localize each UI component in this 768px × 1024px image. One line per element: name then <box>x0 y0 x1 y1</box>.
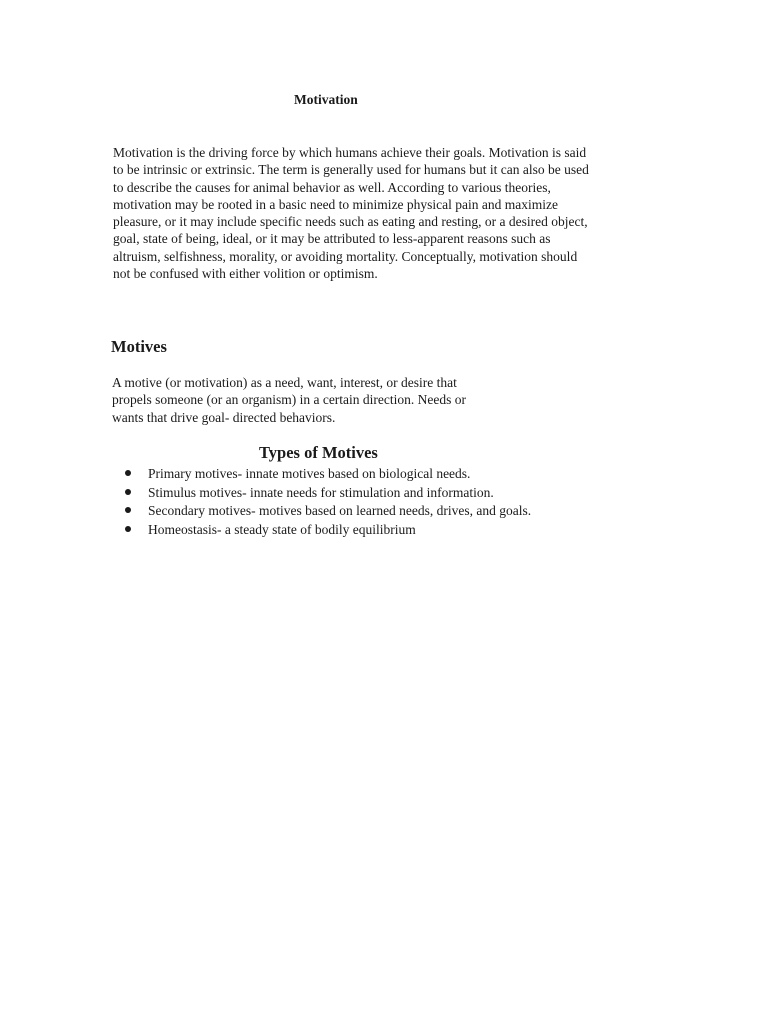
intro-line: to be intrinsic or extrinsic. The term is generally used for humans but it can also be used <box>113 162 589 178</box>
motives-paragraph <box>112 374 542 426</box>
types-heading: Types of Motives <box>259 443 378 462</box>
list-item-text: Stimulus motives- innate needs for stimulation and information. <box>148 484 494 500</box>
motives-line: A motive (or motivation) as a need, want, interest, or desire that <box>112 375 457 390</box>
intro-line: goal, state of being, ideal, or it may be attributed to less-apparent reasons such as <box>113 231 551 247</box>
intro-line: motivation may be rooted in a basic need to minimize physical pain and maximize <box>113 196 558 212</box>
document-title: Motivation <box>294 92 358 107</box>
list-item <box>0 484 548 501</box>
motives-line: wants that drive goal- directed behaviors. <box>112 409 336 425</box>
types-list <box>0 465 548 539</box>
list-item-text: Homeostasis- a steady state of bodily equilibrium <box>148 521 416 537</box>
bullet-icon <box>125 489 131 495</box>
intro-paragraph <box>113 144 653 282</box>
intro-line: altruism, selfishness, morality, or avoiding mortality. Conceptually, motivation should <box>113 248 578 264</box>
list-item <box>0 465 548 482</box>
list-item-text: Secondary motives- motives based on learned needs, drives, and goals. <box>148 503 532 519</box>
motives-heading: Motives <box>111 337 167 356</box>
bullet-icon <box>125 470 131 476</box>
intro-line: pleasure, or it may include specific needs such as eating and resting, or a desired object, <box>113 214 588 230</box>
bullet-icon <box>125 507 131 513</box>
motives-line: propels someone (or an organism) in a certain direction. Needs or <box>112 392 467 408</box>
intro-line: not be confused with either volition or optimism. <box>113 266 378 282</box>
list-item <box>0 521 548 538</box>
intro-line: to describe the causes for animal behavior as well. According to various theories, <box>113 179 551 195</box>
bullet-icon <box>125 526 131 532</box>
list-item <box>0 502 548 519</box>
intro-line: Motivation is the driving force by which humans achieve their goals. Motivation is said <box>113 145 587 160</box>
list-item-text: Primary motives- innate motives based on biological needs. <box>148 466 471 481</box>
